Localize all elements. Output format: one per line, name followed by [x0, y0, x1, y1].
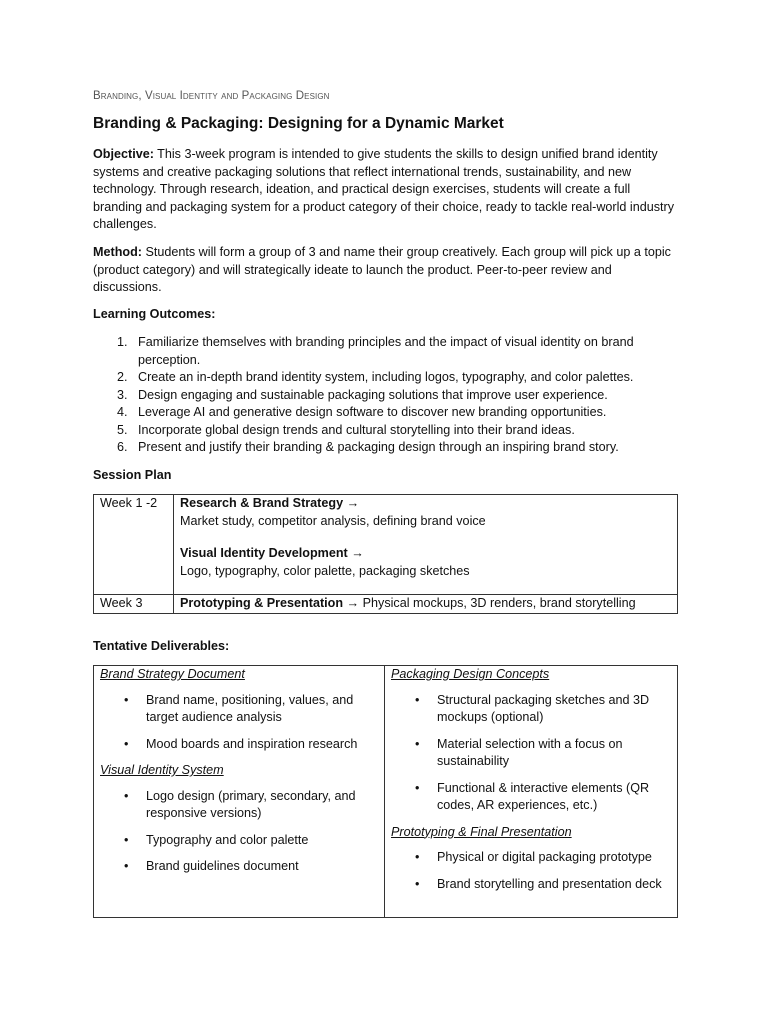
- item-text: Present and justify their branding & packaging design through an inspiring brand story.: [138, 440, 619, 454]
- list-item: • Brand storytelling and presentation deck: [391, 876, 671, 894]
- list-item: • Structural packaging sketches and 3D mockups (optional): [391, 692, 671, 727]
- item-text: Incorporate global design trends and cultural storytelling into their brand ideas.: [138, 422, 575, 437]
- week-cell: Week 1 -2: [94, 495, 174, 595]
- list-item: [93, 334, 678, 369]
- bullet-list: [391, 849, 671, 893]
- section-title: Prototyping & Final Presentation: [391, 824, 572, 839]
- bullet-list: [100, 788, 378, 876]
- objective-paragraph: [93, 146, 678, 234]
- activity-title: Prototyping & Presentation: [180, 596, 344, 610]
- list-item: • Typography and color palette: [100, 832, 378, 850]
- week-cell: Week 3: [94, 595, 174, 614]
- section-title: Packaging Design Concepts: [391, 667, 550, 681]
- bullet-list: [100, 692, 378, 754]
- item-text: Familiarize themselves with branding principles and the impact of visual identity on brand perception.: [138, 335, 634, 367]
- learning-outcomes-list: [93, 334, 678, 457]
- activity-title: Research & Brand Strategy →: [180, 496, 360, 510]
- activity-text: Logo, typography, color palette, packaging sketches: [180, 563, 470, 578]
- activity-text: Market study, competitor analysis, defining brand voice: [180, 513, 486, 528]
- deliverables-right-cell: [385, 666, 678, 918]
- item-number: 2.: [117, 370, 128, 384]
- section-title: Visual Identity System: [100, 763, 224, 777]
- item-number: 3.: [117, 387, 128, 402]
- item-text: Create an in-depth brand identity system, including logos, typography, and color palettes.: [138, 370, 634, 384]
- list-item: [93, 439, 678, 457]
- list-item: • Functional & interactive elements (QR codes, AR experiences, etc.): [391, 780, 671, 815]
- deliverables-table: [93, 665, 678, 918]
- list-item: • Brand guidelines document: [100, 858, 378, 876]
- table-row: [94, 595, 678, 614]
- method-paragraph: [93, 244, 678, 297]
- document-header: Branding, Visual Identity and Packaging Design: [93, 90, 330, 102]
- activity-text: → Physical mockups, 3D renders, brand storytelling: [343, 596, 636, 610]
- activity-cell: [174, 495, 678, 595]
- item-number: 1.: [117, 335, 128, 349]
- list-item: • Brand name, positioning, values, and target audience analysis: [100, 692, 378, 727]
- deliverables-left-cell: [94, 666, 385, 918]
- document-title: Branding & Packaging: Designing for a Dynamic Market: [93, 115, 504, 132]
- list-item: [93, 369, 678, 387]
- deliverables-heading: Tentative Deliverables:: [93, 639, 230, 653]
- bullet-list: [391, 692, 671, 815]
- list-item: [93, 387, 678, 405]
- method-text: Students will form a group of 3 and name their group creatively. Each group will pick up a topic (product category) and will strategically ideate to launch the product. Peer-to-peer review and discussions.: [93, 245, 671, 294]
- item-number: 6.: [117, 440, 128, 454]
- activity-cell: [174, 595, 678, 614]
- learning-outcomes-heading: Learning Outcomes:: [93, 307, 216, 321]
- item-text: Design engaging and sustainable packaging solutions that improve user experience.: [138, 387, 608, 402]
- objective-text: This 3-week program is intended to give students the skills to design unified brand identity systems and creative packaging solutions that reflect international trends, sustainability, and new technology. Through research, ideation, and practical design exercises, students will create a full branding and packaging system for a product category of their choice, ready to tackle real-world industry challenges.: [93, 147, 675, 231]
- item-number: 5.: [117, 422, 128, 437]
- table-row: [94, 666, 678, 918]
- list-item: • Mood boards and inspiration research: [100, 736, 378, 754]
- list-item: [93, 422, 678, 440]
- session-plan-table: [93, 494, 678, 614]
- list-item: • Material selection with a focus on sustainability: [391, 736, 671, 771]
- method-label: Method:: [93, 245, 142, 259]
- item-number: 4.: [117, 405, 128, 419]
- objective-label: Objective:: [93, 147, 154, 161]
- section-title: Brand Strategy Document: [100, 667, 245, 681]
- list-item: [93, 404, 678, 422]
- activity-title: Visual Identity Development →: [180, 546, 364, 560]
- item-text: Leverage AI and generative design software to discover new branding opportunities.: [138, 405, 607, 419]
- list-item: • Logo design (primary, secondary, and responsive versions): [100, 788, 378, 823]
- session-plan-heading: Session Plan: [93, 468, 172, 482]
- list-item: • Physical or digital packaging prototype: [391, 849, 671, 867]
- table-row: [94, 495, 678, 595]
